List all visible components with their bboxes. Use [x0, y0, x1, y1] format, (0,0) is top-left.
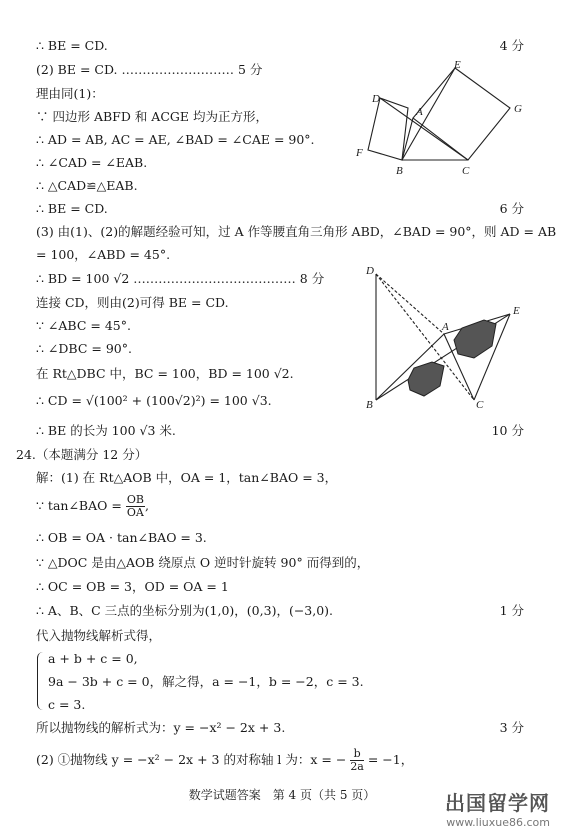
line-congruent: ∴ △CAD≌△EAB. — [36, 178, 138, 193]
line-angle-abc: ∵ ∠ABC = 45°. — [36, 318, 131, 333]
watermark-name: 出国留学网 — [445, 791, 550, 815]
q24-line-oc-od: ∴ OC = OB = 3，OD = OA = 1 — [36, 579, 229, 594]
label-b: B — [396, 165, 403, 177]
system-eq-2: 9a − 3b + c = 0，解之得，a = −1，b = −2，c = 3. — [48, 674, 364, 689]
line-bd: ∴ BD = 100 √2 ………………………………… 8 分 — [36, 271, 325, 286]
line-be-cd-2: ∴ BE = CD. 6 分 — [36, 201, 524, 216]
line-squares: ∵ 四边形 ABFD 和 ACGE 均为正方形， — [36, 109, 268, 124]
q24-header: 24.（本题满分 12 分） — [16, 447, 148, 462]
line-equal-sides: ∴ AD = AB, AC = AE, ∠BAD = ∠CAE = 90°. — [36, 132, 315, 147]
line-cd-value: ∴ CD = √(100² + (100√2)²) = 100 √3. — [36, 393, 272, 408]
page-footer: 数学试题答案 第 4 页（共 5 页） — [188, 788, 376, 802]
label-f: F — [356, 147, 363, 159]
q24-line-substitute: 代入抛物线解析式得， — [36, 628, 162, 643]
label-a: A — [416, 106, 423, 118]
lake-shape-left — [408, 362, 444, 396]
line-part3: (3) 由(1)、(2)的解题经验可知，过 A 作等腰直角三角形 ABD，∠BAD = 90°，则 AD = AB — [36, 224, 557, 239]
fraction-b-2a: $\frac{b}{2a}$ — [350, 747, 364, 773]
line-reason: 理由同(1)： — [36, 86, 104, 101]
line-rt-dbc: 在 Rt△DBC 中，BC = 100，BD = 100 √2. — [36, 366, 294, 381]
line-angle-dbc: ∴ ∠DBC = 90°. — [36, 341, 132, 356]
label-a2: A — [442, 321, 449, 333]
q24-line-coords: ∴ A、B、C 三点的坐标分别为(1,0)，(0,3)，(−3,0). 1 分 — [36, 603, 524, 618]
label-g: G — [514, 103, 522, 115]
label-b2: B — [366, 399, 373, 411]
square-acge — [413, 68, 510, 160]
square-abfd — [368, 98, 408, 160]
watermark — [445, 787, 550, 829]
label-d: D — [372, 93, 380, 105]
equation-brace — [37, 652, 46, 710]
q24-line-ob: ∴ OB = OA · tan∠BAO = 3. — [36, 530, 207, 545]
q24-line-axis: (2) ①抛物线 y = −x² − 2x + 3 的对称轴 l 为：x = − $\frac{b}{2a}$ = −1， — [36, 747, 414, 773]
line-be-length: ∴ BE 的长为 100 √3 米. 10 分 — [36, 423, 524, 438]
line-connect-cd: 连接 CD，则由(2)可得 BE = CD. — [36, 295, 229, 310]
q24-line-tan: ∵ tan∠BAO = $\frac{OB}{OA}$ , — [36, 493, 149, 519]
system-eq-1: a + b + c = 0, — [48, 651, 138, 666]
q24-line-given: 解：(1) 在 Rt△AOB 中，OA = 1，tan∠BAO = 3， — [36, 470, 338, 485]
label-e2: E — [513, 305, 520, 317]
figure-squares — [350, 60, 530, 180]
q24-line-parabola: 所以抛物线的解析式为：y = −x² − 2x + 3. 3 分 — [36, 720, 524, 735]
label-c: C — [462, 165, 470, 177]
label-d2: D — [366, 265, 374, 277]
label-e: E — [454, 60, 461, 71]
system-eq-3: c = 3. — [48, 697, 86, 712]
line-angle-eq: ∴ ∠CAD = ∠EAB. — [36, 155, 148, 170]
line-part3-cont: = 100，∠ABD = 45°. — [36, 247, 171, 262]
figure-lake — [362, 262, 532, 412]
q24-line-rotation: ∵ △DOC 是由△AOB 绕原点 O 逆时针旋转 90° 而得到的， — [36, 555, 370, 570]
fraction-ob-oa: $\frac{OB}{OA}$ — [126, 493, 144, 519]
line-part2-statement: (2) BE = CD. ……………………… 5 分 — [36, 62, 263, 77]
lake-shape-right — [454, 320, 496, 358]
line-be-cd-1: ∴ BE = CD. 4 分 — [36, 38, 524, 53]
watermark-url: www.liuxue86.com — [446, 816, 550, 829]
label-c2: C — [476, 399, 484, 411]
